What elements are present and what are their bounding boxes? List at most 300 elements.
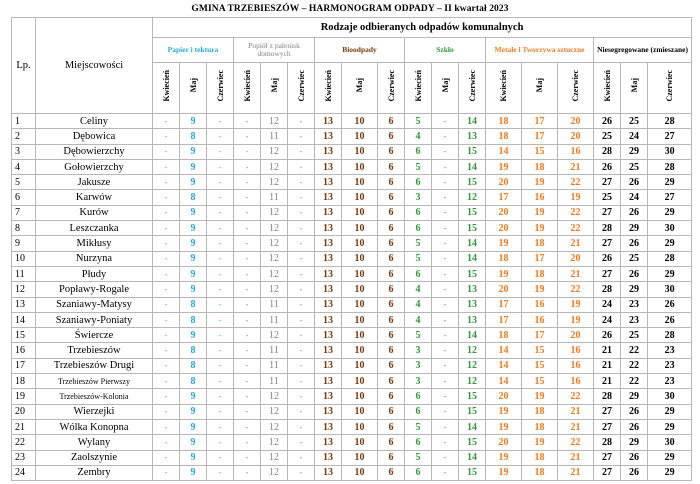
day-cell-ash: - bbox=[288, 450, 315, 465]
day-cell-paper: - bbox=[207, 328, 234, 343]
day-cell-metal: 18 bbox=[522, 404, 558, 419]
day-cell-bio: 10 bbox=[342, 343, 378, 358]
day-cell-bio: 13 bbox=[315, 251, 342, 266]
town-name: Zaolszynie bbox=[36, 450, 153, 465]
day-cell-mixed: 29 bbox=[648, 175, 692, 190]
day-cell-ash: - bbox=[288, 251, 315, 266]
month-header-metal-0 bbox=[486, 63, 522, 114]
month-header-ash-1 bbox=[261, 63, 288, 114]
day-cell-paper: - bbox=[207, 404, 234, 419]
day-cell-glass: 15 bbox=[459, 465, 486, 480]
day-cell-mixed: 26 bbox=[648, 297, 692, 312]
day-cell-glass: 15 bbox=[459, 175, 486, 190]
day-cell-ash: 12 bbox=[261, 328, 288, 343]
day-cell-paper: 8 bbox=[180, 358, 207, 373]
category-header-bio: Bioodpady bbox=[315, 38, 405, 63]
row-number: 1 bbox=[12, 114, 36, 129]
day-cell-ash: - bbox=[234, 297, 261, 312]
day-cell-paper: - bbox=[153, 175, 180, 190]
day-cell-bio: 13 bbox=[315, 129, 342, 144]
day-cell-mixed: 30 bbox=[648, 389, 692, 404]
day-cell-mixed: 23 bbox=[621, 297, 648, 312]
day-cell-paper: 9 bbox=[180, 328, 207, 343]
day-cell-ash: - bbox=[234, 282, 261, 297]
day-cell-paper: - bbox=[207, 190, 234, 205]
day-cell-mixed: 21 bbox=[594, 374, 621, 389]
day-cell-mixed: 24 bbox=[594, 297, 621, 312]
day-cell-metal: 20 bbox=[486, 205, 522, 220]
day-cell-metal: 15 bbox=[522, 144, 558, 159]
day-cell-bio: 10 bbox=[342, 389, 378, 404]
day-cell-glass: 4 bbox=[405, 282, 432, 297]
month-label: Czerwiec bbox=[467, 69, 477, 102]
day-cell-bio: 10 bbox=[342, 144, 378, 159]
town-name: Wylany bbox=[36, 435, 153, 450]
day-cell-mixed: 28 bbox=[648, 328, 692, 343]
day-cell-glass: 14 bbox=[459, 114, 486, 129]
day-cell-glass: - bbox=[432, 190, 459, 205]
row-number: 2 bbox=[12, 129, 36, 144]
day-cell-bio: 6 bbox=[378, 358, 405, 373]
day-cell-paper: - bbox=[153, 221, 180, 236]
day-cell-paper: - bbox=[153, 404, 180, 419]
day-cell-mixed: 26 bbox=[594, 159, 621, 174]
day-cell-mixed: 21 bbox=[594, 358, 621, 373]
day-cell-glass: - bbox=[432, 328, 459, 343]
row-number: 16 bbox=[12, 343, 36, 358]
day-cell-glass: 14 bbox=[459, 419, 486, 434]
day-cell-glass: 15 bbox=[459, 435, 486, 450]
day-cell-ash: - bbox=[234, 221, 261, 236]
day-cell-bio: 10 bbox=[342, 312, 378, 327]
day-cell-paper: 9 bbox=[180, 465, 207, 480]
day-cell-paper: - bbox=[153, 114, 180, 129]
day-cell-mixed: 26 bbox=[621, 175, 648, 190]
day-cell-bio: 13 bbox=[315, 221, 342, 236]
day-cell-bio: 6 bbox=[378, 282, 405, 297]
day-cell-bio: 13 bbox=[315, 328, 342, 343]
day-cell-mixed: 23 bbox=[621, 312, 648, 327]
day-cell-paper: - bbox=[153, 205, 180, 220]
row-number: 13 bbox=[12, 297, 36, 312]
row-number: 11 bbox=[12, 266, 36, 281]
day-cell-ash: - bbox=[288, 435, 315, 450]
day-cell-metal: 18 bbox=[522, 266, 558, 281]
day-cell-paper: - bbox=[153, 236, 180, 251]
day-cell-metal: 16 bbox=[522, 190, 558, 205]
row-number: 20 bbox=[12, 404, 36, 419]
day-cell-metal: 18 bbox=[522, 465, 558, 480]
day-cell-paper: - bbox=[207, 114, 234, 129]
day-cell-bio: 10 bbox=[342, 190, 378, 205]
day-cell-paper: 9 bbox=[180, 419, 207, 434]
day-cell-mixed: 28 bbox=[594, 282, 621, 297]
day-cell-metal: 20 bbox=[486, 221, 522, 236]
day-cell-glass: 3 bbox=[405, 343, 432, 358]
month-label: Czerwiec bbox=[296, 69, 306, 102]
day-cell-ash: - bbox=[288, 297, 315, 312]
day-cell-ash: - bbox=[288, 419, 315, 434]
day-cell-glass: 15 bbox=[459, 144, 486, 159]
month-label: Maj bbox=[440, 78, 450, 93]
day-cell-bio: 6 bbox=[378, 266, 405, 281]
day-cell-glass: 15 bbox=[459, 221, 486, 236]
day-cell-mixed: 27 bbox=[594, 175, 621, 190]
day-cell-mixed: 28 bbox=[648, 159, 692, 174]
collection-schedule-table bbox=[11, 17, 692, 481]
day-cell-bio: 6 bbox=[378, 374, 405, 389]
table-row bbox=[12, 465, 692, 480]
table-row bbox=[12, 236, 692, 251]
day-cell-glass: 14 bbox=[459, 236, 486, 251]
town-name: Karwów bbox=[36, 190, 153, 205]
table-row bbox=[12, 175, 692, 190]
day-cell-bio: 10 bbox=[342, 236, 378, 251]
day-cell-mixed: 27 bbox=[594, 419, 621, 434]
day-cell-paper: - bbox=[153, 159, 180, 174]
day-cell-bio: 13 bbox=[315, 144, 342, 159]
day-cell-ash: - bbox=[288, 221, 315, 236]
day-cell-mixed: 24 bbox=[621, 190, 648, 205]
month-header-mixed-0 bbox=[594, 63, 621, 114]
table-row bbox=[12, 450, 692, 465]
day-cell-glass: 12 bbox=[459, 343, 486, 358]
day-cell-metal: 16 bbox=[522, 297, 558, 312]
day-cell-metal: 19 bbox=[522, 175, 558, 190]
day-cell-glass: 6 bbox=[405, 205, 432, 220]
day-cell-mixed: 26 bbox=[621, 266, 648, 281]
day-cell-metal: 19 bbox=[486, 159, 522, 174]
day-cell-paper: - bbox=[153, 389, 180, 404]
day-cell-mixed: 30 bbox=[648, 144, 692, 159]
day-cell-ash: - bbox=[288, 343, 315, 358]
day-cell-ash: - bbox=[234, 205, 261, 220]
day-cell-metal: 16 bbox=[558, 343, 594, 358]
month-label: Maj bbox=[629, 78, 639, 93]
table-row bbox=[12, 297, 692, 312]
day-cell-ash: - bbox=[234, 312, 261, 327]
day-cell-ash: 12 bbox=[261, 114, 288, 129]
month-label: Kwiecień bbox=[499, 69, 508, 102]
day-cell-mixed: 27 bbox=[594, 236, 621, 251]
day-cell-metal: 22 bbox=[558, 205, 594, 220]
day-cell-glass: - bbox=[432, 389, 459, 404]
day-cell-metal: 18 bbox=[522, 236, 558, 251]
day-cell-mixed: 24 bbox=[621, 129, 648, 144]
table-row bbox=[12, 312, 692, 327]
day-cell-bio: 13 bbox=[315, 312, 342, 327]
day-cell-metal: 19 bbox=[486, 465, 522, 480]
day-cell-ash: 11 bbox=[261, 358, 288, 373]
town-header: Miejscowości bbox=[36, 18, 153, 114]
day-cell-bio: 10 bbox=[342, 159, 378, 174]
day-cell-metal: 18 bbox=[522, 419, 558, 434]
row-number: 10 bbox=[12, 251, 36, 266]
day-cell-glass: - bbox=[432, 221, 459, 236]
day-cell-bio: 13 bbox=[315, 358, 342, 373]
town-name: Trzebieszów bbox=[36, 343, 153, 358]
day-cell-ash: - bbox=[234, 404, 261, 419]
day-cell-metal: 19 bbox=[522, 435, 558, 450]
day-cell-mixed: 29 bbox=[648, 266, 692, 281]
day-cell-mixed: 25 bbox=[621, 159, 648, 174]
day-cell-glass: 5 bbox=[405, 328, 432, 343]
town-name: Leszczanka bbox=[36, 221, 153, 236]
day-cell-paper: - bbox=[153, 266, 180, 281]
day-cell-bio: 10 bbox=[342, 328, 378, 343]
day-cell-ash: - bbox=[288, 389, 315, 404]
day-cell-glass: - bbox=[432, 374, 459, 389]
day-cell-bio: 6 bbox=[378, 297, 405, 312]
day-cell-ash: - bbox=[234, 114, 261, 129]
day-cell-metal: 22 bbox=[558, 282, 594, 297]
day-cell-ash: - bbox=[234, 465, 261, 480]
day-cell-glass: 6 bbox=[405, 221, 432, 236]
day-cell-metal: 19 bbox=[558, 297, 594, 312]
row-number: 6 bbox=[12, 190, 36, 205]
day-cell-ash: 12 bbox=[261, 144, 288, 159]
category-header-paper: Papier i tektura bbox=[153, 38, 234, 63]
day-cell-metal: 17 bbox=[486, 312, 522, 327]
day-cell-paper: - bbox=[153, 358, 180, 373]
row-number: 3 bbox=[12, 144, 36, 159]
month-header-ash-2 bbox=[288, 63, 315, 114]
row-number: 12 bbox=[12, 282, 36, 297]
day-cell-metal: 18 bbox=[522, 159, 558, 174]
day-cell-paper: - bbox=[207, 312, 234, 327]
day-cell-glass: 15 bbox=[459, 404, 486, 419]
day-cell-mixed: 29 bbox=[648, 465, 692, 480]
day-cell-metal: 19 bbox=[522, 205, 558, 220]
day-cell-mixed: 27 bbox=[594, 266, 621, 281]
month-header-bio-1 bbox=[342, 63, 378, 114]
day-cell-bio: 13 bbox=[315, 205, 342, 220]
day-cell-ash: - bbox=[288, 312, 315, 327]
day-cell-bio: 10 bbox=[342, 282, 378, 297]
row-number: 15 bbox=[12, 328, 36, 343]
day-cell-mixed: 25 bbox=[594, 190, 621, 205]
day-cell-paper: 9 bbox=[180, 282, 207, 297]
day-cell-glass: 5 bbox=[405, 450, 432, 465]
day-cell-mixed: 27 bbox=[594, 205, 621, 220]
day-cell-glass: - bbox=[432, 129, 459, 144]
day-cell-paper: 9 bbox=[180, 236, 207, 251]
day-cell-paper: 8 bbox=[180, 129, 207, 144]
town-name: Gołowierzchy bbox=[36, 159, 153, 174]
day-cell-glass: - bbox=[432, 404, 459, 419]
day-cell-mixed: 27 bbox=[594, 465, 621, 480]
day-cell-mixed: 29 bbox=[621, 435, 648, 450]
day-cell-glass: 13 bbox=[459, 282, 486, 297]
day-cell-metal: 19 bbox=[522, 221, 558, 236]
row-number: 8 bbox=[12, 221, 36, 236]
day-cell-ash: - bbox=[234, 175, 261, 190]
day-cell-paper: - bbox=[207, 374, 234, 389]
day-cell-glass: - bbox=[432, 312, 459, 327]
table-row bbox=[12, 190, 692, 205]
day-cell-bio: 6 bbox=[378, 328, 405, 343]
day-cell-ash: - bbox=[234, 450, 261, 465]
day-cell-glass: 5 bbox=[405, 159, 432, 174]
day-cell-mixed: 26 bbox=[621, 465, 648, 480]
day-cell-bio: 10 bbox=[342, 297, 378, 312]
day-cell-paper: - bbox=[207, 159, 234, 174]
day-cell-glass: 13 bbox=[459, 297, 486, 312]
day-cell-paper: 9 bbox=[180, 144, 207, 159]
day-cell-mixed: 28 bbox=[648, 114, 692, 129]
month-label: Maj bbox=[355, 78, 364, 93]
day-cell-bio: 13 bbox=[315, 159, 342, 174]
table-row bbox=[12, 282, 692, 297]
day-cell-ash: 12 bbox=[261, 205, 288, 220]
day-cell-bio: 13 bbox=[315, 389, 342, 404]
day-cell-metal: 18 bbox=[486, 129, 522, 144]
day-cell-mixed: 27 bbox=[648, 190, 692, 205]
day-cell-glass: - bbox=[432, 266, 459, 281]
day-cell-bio: 13 bbox=[315, 419, 342, 434]
town-name: Świercze bbox=[36, 328, 153, 343]
month-header-paper-0 bbox=[153, 63, 180, 114]
day-cell-ash: - bbox=[234, 358, 261, 373]
day-cell-mixed: 29 bbox=[648, 205, 692, 220]
day-cell-metal: 15 bbox=[522, 374, 558, 389]
day-cell-paper: - bbox=[153, 435, 180, 450]
day-cell-bio: 6 bbox=[378, 159, 405, 174]
day-cell-bio: 10 bbox=[342, 114, 378, 129]
day-cell-glass: - bbox=[432, 205, 459, 220]
day-cell-ash: 12 bbox=[261, 419, 288, 434]
day-cell-glass: 5 bbox=[405, 251, 432, 266]
table-row bbox=[12, 374, 692, 389]
day-cell-bio: 6 bbox=[378, 343, 405, 358]
day-cell-mixed: 23 bbox=[648, 374, 692, 389]
month-header-bio-0 bbox=[315, 63, 342, 114]
day-cell-glass: 14 bbox=[459, 450, 486, 465]
table-row bbox=[12, 159, 692, 174]
day-cell-paper: - bbox=[207, 266, 234, 281]
day-cell-ash: - bbox=[288, 282, 315, 297]
day-cell-metal: 19 bbox=[522, 389, 558, 404]
day-cell-glass: 5 bbox=[405, 236, 432, 251]
day-cell-metal: 22 bbox=[558, 175, 594, 190]
month-header-glass-2 bbox=[459, 63, 486, 114]
day-cell-mixed: 23 bbox=[648, 358, 692, 373]
day-cell-mixed: 26 bbox=[621, 404, 648, 419]
table-row bbox=[12, 129, 692, 144]
town-name: Trzebieszów-Kolonia bbox=[36, 389, 153, 404]
day-cell-mixed: 28 bbox=[594, 144, 621, 159]
day-cell-metal: 18 bbox=[486, 114, 522, 129]
month-header-metal-2 bbox=[558, 63, 594, 114]
day-cell-metal: 17 bbox=[522, 114, 558, 129]
day-cell-bio: 13 bbox=[315, 450, 342, 465]
day-cell-metal: 19 bbox=[486, 236, 522, 251]
day-cell-paper: - bbox=[153, 465, 180, 480]
day-cell-mixed: 25 bbox=[594, 129, 621, 144]
day-cell-metal: 21 bbox=[558, 404, 594, 419]
row-number: 17 bbox=[12, 358, 36, 373]
day-cell-mixed: 30 bbox=[648, 221, 692, 236]
day-cell-glass: 3 bbox=[405, 190, 432, 205]
day-cell-paper: - bbox=[153, 297, 180, 312]
day-cell-mixed: 26 bbox=[594, 251, 621, 266]
day-cell-metal: 20 bbox=[558, 129, 594, 144]
day-cell-paper: 8 bbox=[180, 343, 207, 358]
day-cell-glass: 6 bbox=[405, 389, 432, 404]
day-cell-ash: - bbox=[234, 419, 261, 434]
table-row bbox=[12, 328, 692, 343]
day-cell-metal: 18 bbox=[486, 328, 522, 343]
town-name: Kurów bbox=[36, 205, 153, 220]
day-cell-glass: 6 bbox=[405, 404, 432, 419]
day-cell-bio: 6 bbox=[378, 312, 405, 327]
day-cell-metal: 15 bbox=[522, 358, 558, 373]
day-cell-ash: - bbox=[288, 114, 315, 129]
month-header-mixed-1 bbox=[621, 63, 648, 114]
day-cell-metal: 18 bbox=[522, 450, 558, 465]
day-cell-mixed: 22 bbox=[621, 343, 648, 358]
day-cell-paper: 9 bbox=[180, 266, 207, 281]
day-cell-glass: - bbox=[432, 435, 459, 450]
day-cell-metal: 20 bbox=[558, 328, 594, 343]
day-cell-ash: - bbox=[288, 266, 315, 281]
day-cell-paper: 9 bbox=[180, 389, 207, 404]
category-header-ash: Popiół z palenisk domowych bbox=[234, 38, 315, 63]
day-cell-bio: 6 bbox=[378, 404, 405, 419]
day-cell-bio: 13 bbox=[315, 465, 342, 480]
day-cell-mixed: 25 bbox=[621, 251, 648, 266]
day-cell-paper: - bbox=[207, 297, 234, 312]
lp-header: Lp. bbox=[12, 18, 36, 114]
day-cell-mixed: 26 bbox=[621, 450, 648, 465]
row-number: 21 bbox=[12, 419, 36, 434]
day-cell-mixed: 30 bbox=[648, 282, 692, 297]
day-cell-paper: - bbox=[207, 129, 234, 144]
day-cell-bio: 13 bbox=[315, 282, 342, 297]
day-cell-mixed: 26 bbox=[594, 328, 621, 343]
day-cell-glass: - bbox=[432, 358, 459, 373]
month-label: Kwiecień bbox=[323, 69, 333, 102]
day-cell-ash: - bbox=[288, 358, 315, 373]
day-cell-mixed: 28 bbox=[594, 435, 621, 450]
day-cell-ash: 11 bbox=[261, 343, 288, 358]
day-cell-metal: 15 bbox=[522, 343, 558, 358]
day-cell-mixed: 29 bbox=[648, 404, 692, 419]
day-cell-ash: 12 bbox=[261, 175, 288, 190]
day-cell-glass: - bbox=[432, 282, 459, 297]
day-cell-mixed: 28 bbox=[594, 221, 621, 236]
row-number: 19 bbox=[12, 389, 36, 404]
day-cell-ash: - bbox=[234, 144, 261, 159]
day-cell-bio: 10 bbox=[342, 450, 378, 465]
day-cell-ash: - bbox=[288, 404, 315, 419]
day-cell-paper: 9 bbox=[180, 450, 207, 465]
day-cell-glass: - bbox=[432, 236, 459, 251]
day-cell-metal: 14 bbox=[486, 358, 522, 373]
day-cell-glass: - bbox=[432, 175, 459, 190]
day-cell-metal: 17 bbox=[486, 297, 522, 312]
day-cell-ash: 11 bbox=[261, 312, 288, 327]
day-cell-bio: 10 bbox=[342, 129, 378, 144]
month-label: Kwiecień bbox=[413, 69, 423, 102]
month-label: Czerwiec bbox=[215, 69, 225, 102]
day-cell-bio: 13 bbox=[315, 236, 342, 251]
day-cell-bio: 13 bbox=[315, 114, 342, 129]
day-cell-paper: 9 bbox=[180, 435, 207, 450]
day-cell-metal: 16 bbox=[558, 144, 594, 159]
day-cell-metal: 19 bbox=[558, 312, 594, 327]
day-cell-paper: 9 bbox=[180, 114, 207, 129]
